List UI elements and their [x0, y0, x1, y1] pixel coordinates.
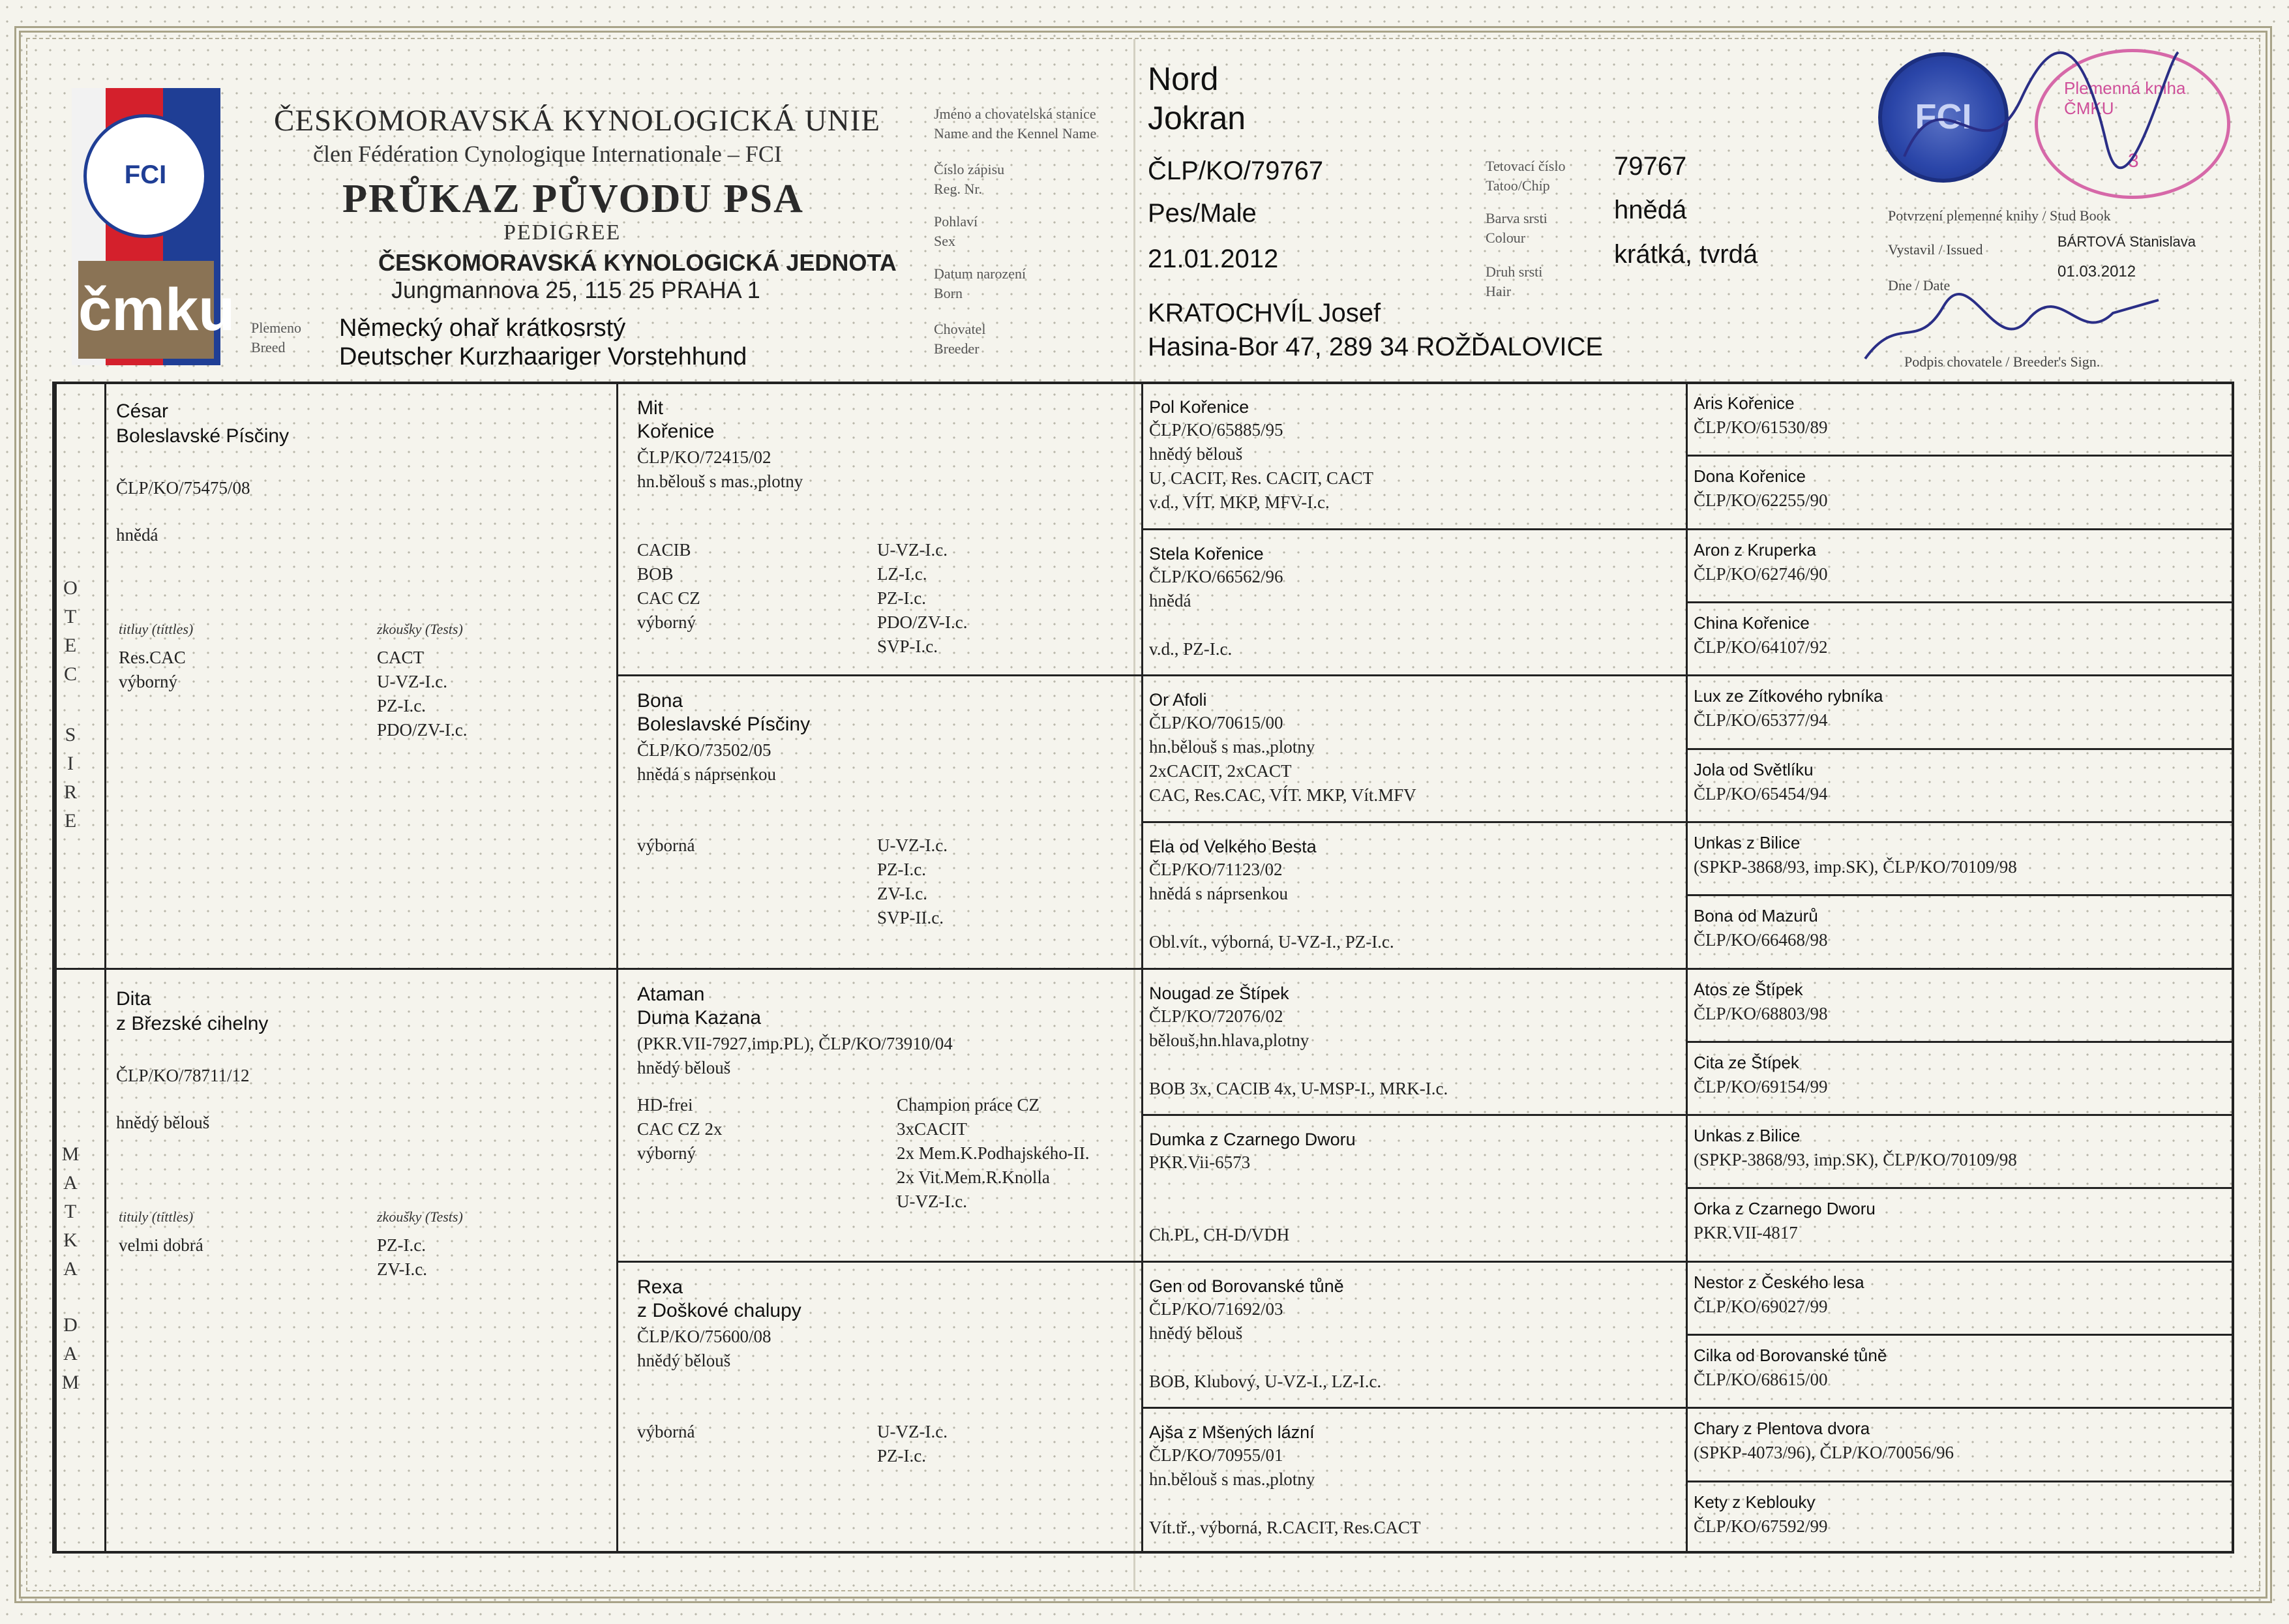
great-grandparent-detail: hnědý bělouš: [1149, 444, 1243, 464]
issued-label: Vystavil / Issued: [1888, 241, 1983, 258]
great-grandparent-detail: Obl.vít., výborná, U-VZ-I., PZ-I.c.: [1149, 931, 1394, 952]
grandparent-test: U-VZ-I.c.: [877, 540, 948, 560]
side-label-dam: M: [61, 1372, 80, 1393]
born-label: Datum narození Born: [934, 265, 1026, 301]
grandparent-test: SVP-I.c.: [877, 637, 938, 656]
ggg-parent-reg-number: ČLP/KO/64107/92: [1694, 637, 1828, 657]
grandparent-detail: (PKR.VII-7927,imp.PL), ČLP/KO/73910/04: [637, 1033, 953, 1053]
dog-chip: 79767: [1614, 152, 1687, 181]
grandparent-detail: hnědý bělouš: [637, 1350, 731, 1370]
grandparent-test: U-VZ-I.c.: [877, 835, 948, 856]
great-grandparent-name: Pol Kořenice: [1149, 397, 1249, 417]
ggg-parent-name: Unkas z Bilice: [1694, 1126, 1801, 1146]
ggg-parent-name: Unkas z Bilice: [1694, 832, 1801, 852]
ggg-parent-reg-number: ČLP/KO/65377/94: [1694, 710, 1828, 730]
grandparent-title: výborný: [637, 612, 696, 632]
document-subtitle: PEDIGREE: [503, 220, 621, 245]
grid-line: [1686, 1407, 2234, 1409]
grandparent-detail: hnědý bělouš: [637, 1057, 731, 1077]
sire-title: Res.CAC: [119, 648, 186, 667]
dog-hair: krátká, tvrdá: [1614, 240, 1758, 269]
grandparent-detail: ČLP/KO/75600/08: [637, 1326, 771, 1346]
grandparent-title: výborná: [637, 835, 695, 856]
sire-kennel: Boleslavské Písčiny: [116, 425, 290, 447]
grid-line: [1686, 601, 2234, 603]
grandparent-kennel: Kořenice: [637, 421, 715, 442]
great-grandparent-detail: v.d., VÍT. MKP, MFV-I.c.: [1149, 492, 1330, 512]
breeder-name: KRATOCHVÍL Josef: [1148, 299, 1381, 327]
side-label-dam: D: [63, 1314, 78, 1336]
ggg-parent-name: Cilka od Borovanské tůně: [1694, 1346, 1887, 1366]
ggg-parent-name: China Kořenice: [1694, 612, 1810, 633]
grandparent-test: Champion práce CZ: [897, 1094, 1040, 1115]
sire-title: výborný: [119, 672, 177, 691]
great-grandparent-detail: hnědý bělouš: [1149, 1323, 1243, 1343]
side-label-sire: R: [63, 781, 77, 803]
ggg-parent-reg-number: ČLP/KO/65454/94: [1694, 783, 1828, 804]
ggg-parent-name: Lux ze Zítkového rybníka: [1694, 686, 1883, 706]
grandparent-test: SVP-II.c.: [877, 908, 944, 928]
great-grandparent-detail: hn.bělouš s mas.,plotny: [1149, 1469, 1315, 1490]
ggg-parent-reg-number: ČLP/KO/67592/99: [1694, 1516, 1828, 1536]
grandparent-title: výborný: [637, 1143, 696, 1163]
side-label-matka: K: [63, 1229, 78, 1251]
grandparent-test: 2x Mem.K.Podhajského-II.: [897, 1143, 1090, 1163]
grandparent-detail: hn.bělouš s mas.,plotny: [637, 472, 803, 491]
great-grandparent-detail: ČLP/KO/71692/03: [1149, 1299, 1283, 1319]
great-grandparent-detail: PKR.Vii-6573: [1149, 1152, 1251, 1173]
grandparent-test: PDO/ZV-I.c.: [877, 612, 968, 632]
grid-line: [1686, 968, 2234, 970]
grandparent-test: PZ-I.c.: [877, 588, 926, 608]
document-title: PRŮKAZ PŮVODU PSA: [342, 177, 804, 221]
ggg-parent-reg-number: ČLP/KO/69027/99: [1694, 1296, 1828, 1316]
ggg-parent-reg-number: ČLP/KO/62255/90: [1694, 490, 1828, 511]
grandparent-test: PZ-I.c.: [877, 860, 926, 880]
ggg-parent-reg-number: (SPKP-4073/96), ČLP/KO/70056/96: [1694, 1443, 1954, 1463]
sire-titles-label: titluy (tittles): [119, 621, 194, 637]
great-grandparent-detail: hn.bělouš s mas.,plotny: [1149, 737, 1315, 757]
great-grandparent-name: Nougad ze Štípek: [1149, 983, 1289, 1003]
great-grandparent-detail: v.d., PZ-I.c.: [1149, 639, 1233, 659]
great-grandparent-detail: hnědá s náprsenkou: [1149, 883, 1288, 903]
great-grandparent-name: Ela od Velkého Besta: [1149, 836, 1317, 856]
side-label-otec: O: [63, 577, 78, 599]
grid-line: [1686, 674, 2234, 676]
great-grandparent-name: Ajša z Mšených lázní: [1149, 1422, 1315, 1443]
fci-membership: člen Fédération Cynologique Internationale – FCI: [313, 141, 782, 167]
great-grandparent-detail: Vít.tř., výborná, R.CACIT, Res.CACT: [1149, 1518, 1421, 1538]
fci-seal-stamp: FCI: [1878, 52, 2009, 183]
breeder-address: Hasina-Bor 47, 289 34 ROŽĎALOVICE: [1148, 333, 1604, 361]
grandparent-title: CAC CZ 2x: [637, 1119, 723, 1139]
grandparent-test: ZV-I.c.: [877, 884, 927, 904]
breed-name-cz: Německý ohař krátkosrstý: [339, 314, 626, 342]
grandparent-test: 3xCACIT: [897, 1119, 967, 1139]
ggg-parent-reg-number: PKR.VII-4817: [1694, 1223, 1798, 1243]
great-grandparent-detail: BOB 3x, CACIB 4x, U-MSP-I., MRK-I.c.: [1149, 1078, 1448, 1098]
grid-line: [1686, 1114, 2234, 1116]
grandparent-name: Ataman: [637, 983, 705, 1005]
reg-number-label: Číslo zápisu Reg. Nr.: [934, 161, 1005, 197]
sire-tests-label: zkoušky (Tests): [377, 621, 463, 637]
grandparent-title: CACIB: [637, 540, 691, 560]
ggg-parent-reg-number: ČLP/KO/69154/99: [1694, 1076, 1828, 1096]
kennel-name: Jokran: [1148, 100, 1246, 136]
ggg-parent-name: Chary z Plentova dvora: [1694, 1419, 1870, 1439]
grid-line: [1686, 894, 2234, 896]
side-label-matka: A: [63, 1172, 78, 1194]
dam-test: PZ-I.c.: [377, 1235, 426, 1255]
grandparent-name: Mit: [637, 397, 663, 419]
side-label-dam: A: [63, 1343, 78, 1364]
grid-line: [1686, 1187, 2234, 1189]
sire-reg-number: ČLP/KO/75475/08: [116, 478, 250, 498]
grandparent-name: Rexa: [637, 1276, 683, 1298]
side-label-sire: S: [65, 724, 76, 745]
side-label-matka: M: [61, 1143, 80, 1165]
fci-emblem-text: FCI: [124, 160, 167, 189]
side-label-matka: T: [64, 1201, 77, 1222]
great-grandparent-detail: BOB, Klubový, U-VZ-I., LZ-I.c.: [1149, 1371, 1382, 1391]
grid-line: [1686, 1334, 2234, 1336]
great-grandparent-name: Gen od Borovanské tůně: [1149, 1276, 1344, 1296]
ggg-parent-reg-number: ČLP/KO/61530/89: [1694, 417, 1828, 437]
side-label-otec: E: [64, 635, 77, 656]
side-label-otec: T: [64, 606, 77, 627]
ggg-parent-name: Atos ze Štípek: [1694, 979, 1803, 999]
grandparent-detail: hnědá s náprsenkou: [637, 764, 776, 785]
great-grandparent-detail: hnědá: [1149, 590, 1191, 610]
breeder-signature-label: Podpis chovatele / Breeder's Sign.: [1904, 353, 2101, 370]
great-grandparent-name: Or Afoli: [1149, 690, 1207, 710]
dog-sex: Pes/Male: [1148, 199, 1257, 228]
ggg-parent-reg-number: (SPKP-3868/93, imp.SK), ČLP/KO/70109/98: [1694, 1150, 2017, 1170]
grandparent-detail: ČLP/KO/72415/02: [637, 447, 771, 467]
great-grandparent-detail: bělouš,hn.hlava,plotny: [1149, 1030, 1309, 1050]
organization-logo: [72, 88, 235, 365]
grid-line: [1686, 821, 2234, 823]
great-grandparent-detail: ČLP/KO/66562/96: [1149, 566, 1283, 586]
side-label-matka: A: [63, 1258, 78, 1280]
chip-label: Tetovací číslo Tatoo/Chip: [1486, 158, 1566, 194]
sex-label: Pohlaví Sex: [934, 213, 978, 249]
dam-colour: hnědý bělouš: [116, 1113, 210, 1132]
association-address: Jungmannova 25, 115 25 PRAHA 1: [391, 277, 760, 303]
great-grandparent-name: Stela Kořenice: [1149, 543, 1264, 564]
signature-scribble-icon: [1891, 39, 2185, 209]
great-grandparent-detail: ČLP/KO/71123/02: [1149, 859, 1283, 879]
side-label-sire: E: [64, 810, 77, 832]
grandparent-title: CAC CZ: [637, 588, 700, 608]
dam-titles-label: tituly (tittles): [119, 1209, 194, 1225]
dam-test: ZV-I.c.: [377, 1259, 427, 1279]
ggg-parent-name: Jola od Světlíku: [1694, 759, 1814, 779]
ggg-parent-name: Bona od Mazurů: [1694, 906, 1818, 926]
ggg-parent-name: Dona Kořenice: [1694, 466, 1806, 487]
grid-line: [1686, 528, 2234, 530]
ggg-parent-reg-number: ČLP/KO/62746/90: [1694, 564, 1828, 584]
sire-test: PZ-I.c.: [377, 696, 426, 715]
grid-line: [1686, 1041, 2234, 1043]
great-grandparent-detail: ČLP/KO/70615/00: [1149, 713, 1283, 733]
ggg-parent-reg-number: ČLP/KO/68615/00: [1694, 1370, 1828, 1390]
great-grandparent-detail: ČLP/KO/65885/95: [1149, 420, 1283, 440]
hair-label: Druh srsti Hair: [1486, 263, 1543, 299]
sire-name: César: [116, 400, 169, 422]
cmku-logo: čmku: [78, 261, 214, 359]
ggg-parent-reg-number: (SPKP-3868/93, imp.SK), ČLP/KO/70109/98: [1694, 856, 2017, 877]
grandparent-test: U-VZ-I.c.: [897, 1191, 967, 1211]
great-grandparent-detail: U, CACIT, Res. CACIT, CACT: [1149, 468, 1373, 488]
dam-tests-label: zkoušky (Tests): [377, 1209, 463, 1225]
grid-line: [1686, 1261, 2234, 1263]
dam-reg-number: ČLP/KO/78711/12: [116, 1066, 250, 1085]
grandparent-name: Bona: [637, 690, 683, 712]
issued-date: 01.03.2012: [2057, 263, 2136, 280]
grandparent-test: U-VZ-I.c.: [877, 1421, 948, 1441]
dog-colour: hnědá: [1614, 196, 1687, 224]
ggg-parent-reg-number: ČLP/KO/68803/98: [1694, 1003, 1828, 1023]
breed-label: Plemeno Breed: [251, 320, 301, 355]
great-grandparent-name: Dumka z Czarnego Dworu: [1149, 1130, 1356, 1150]
grandparent-kennel: z Doškové chalupy: [637, 1299, 801, 1321]
date-label: Dne / Date: [1888, 277, 1951, 293]
breeder-label: Chovatel Breeder: [934, 321, 986, 357]
breed-name-de: Deutscher Kurzhaariger Vorstehhund: [339, 343, 747, 370]
association-name: ČESKOMORAVSKÁ KYNOLOGICKÁ JEDNOTA: [378, 249, 897, 276]
ggg-parent-name: Kety z Keblouky: [1694, 1492, 1816, 1512]
ggg-parent-name: Aron z Kruperka: [1694, 539, 1816, 560]
grandparent-test: PZ-I.c.: [877, 1445, 926, 1466]
grandparent-test: 2x Vit.Mem.R.Knolla: [897, 1167, 1050, 1187]
sire-colour: hnědá: [116, 525, 158, 545]
sire-test: PDO/ZV-I.c.: [377, 720, 468, 740]
issued-by: BÁRTOVÁ Stanislava: [2057, 233, 2196, 250]
ggg-parent-name: Cita ze Štípek: [1694, 1052, 1799, 1072]
union-name: ČESKOMORAVSKÁ KYNOLOGICKÁ UNIE: [274, 104, 880, 138]
grandparent-title: BOB: [637, 564, 674, 584]
colour-label: Barva srsti Colour: [1486, 210, 1548, 246]
sire-test: U-VZ-I.c.: [377, 672, 447, 691]
ggg-parent-name: Orka z Czarnego Dworu: [1694, 1199, 1876, 1219]
grid-line: [1686, 455, 2234, 457]
great-grandparent-detail: CAC, Res.CAC, VÍT. MKP, Vít.MFV: [1149, 785, 1416, 805]
side-label-otec: C: [63, 663, 77, 685]
dog-name: Nord: [1148, 61, 1219, 97]
great-grandparent-detail: ČLP/KO/70955/01: [1149, 1445, 1283, 1466]
grandparent-kennel: Boleslavské Písčiny: [637, 714, 811, 736]
grandparent-detail: ČLP/KO/73502/05: [637, 740, 771, 760]
grandparent-title: HD-frei: [637, 1094, 693, 1115]
dog-born: 21.01.2012: [1148, 245, 1279, 273]
grandparent-title: výborná: [637, 1421, 695, 1441]
fci-emblem-icon: [83, 114, 207, 238]
dam-kennel: z Březské cihelny: [116, 1013, 269, 1034]
side-label-sire: I: [67, 753, 74, 774]
dam-name: Dita: [116, 988, 151, 1010]
grandparent-kennel: Duma Kazana: [637, 1006, 762, 1029]
great-grandparent-detail: 2xCACIT, 2xCACT: [1149, 761, 1292, 781]
great-grandparent-detail: ČLP/KO/72076/02: [1149, 1006, 1283, 1026]
grid-line: [1686, 1481, 2234, 1482]
sire-test: CACT: [377, 648, 425, 667]
studbook-stamp: Plemenná kniha ČMKU 3: [2035, 49, 2230, 199]
dog-reg-number: ČLP/KO/79767: [1148, 157, 1324, 185]
ggg-parent-name: Aris Kořenice: [1694, 393, 1795, 413]
dam-title: velmi dobrá: [119, 1235, 203, 1255]
great-grandparent-detail: Ch.PL, CH-D/VDH: [1149, 1225, 1290, 1245]
grid-line: [1686, 748, 2234, 750]
dog-name-label: Jméno a chovatelská stanice Name and the Kennel Name: [934, 106, 1097, 142]
ggg-parent-reg-number: ČLP/KO/66468/98: [1694, 930, 1828, 950]
studbook-confirmation: Potvrzení plemenné knihy / Stud Book: [1888, 207, 2111, 224]
grandparent-test: LZ-I.c.: [877, 564, 927, 584]
ggg-parent-name: Nestor z Českého lesa: [1694, 1272, 1864, 1292]
